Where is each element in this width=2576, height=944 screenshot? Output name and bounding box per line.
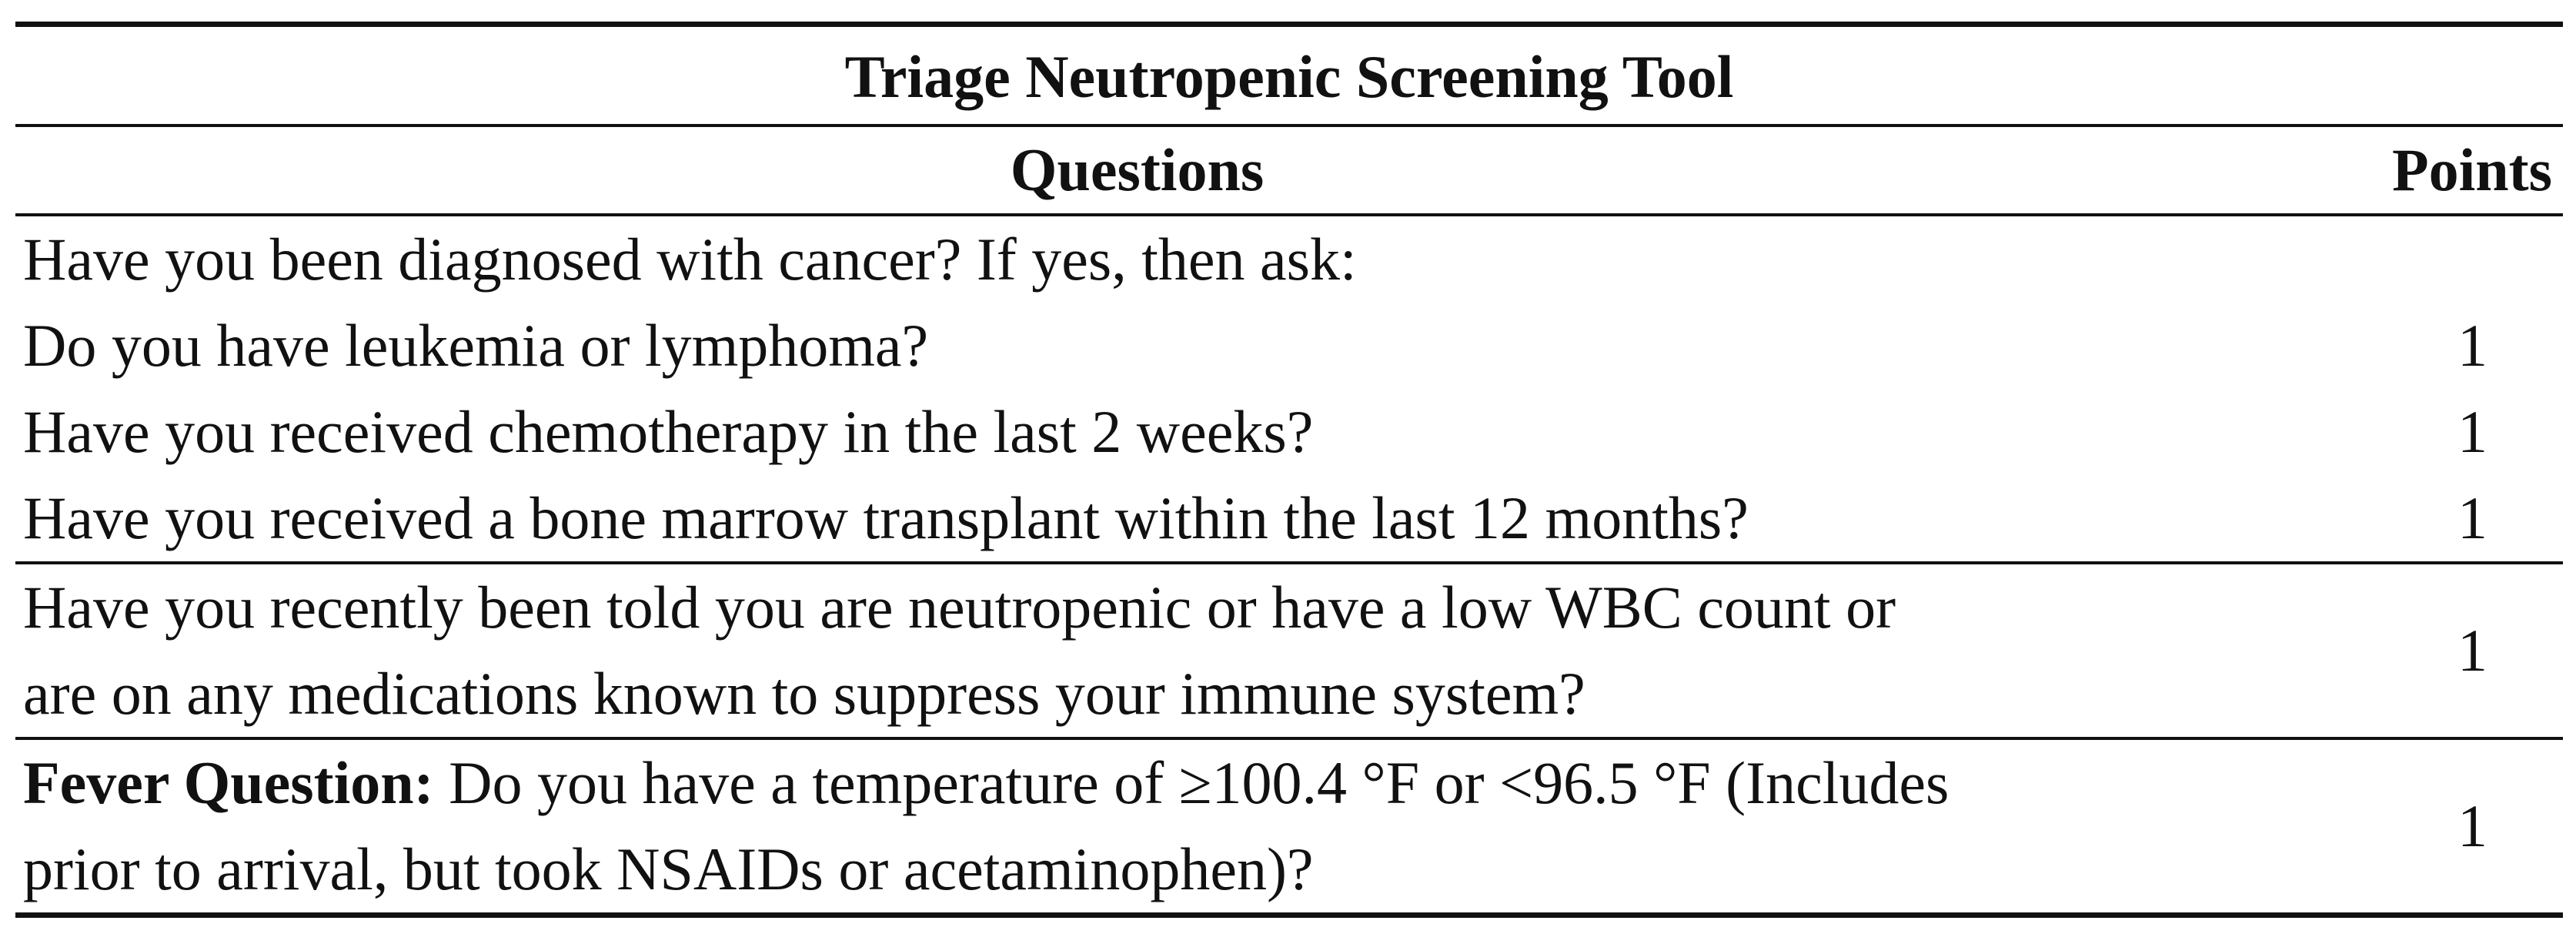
table-row: [15, 215, 2563, 303]
table-title-row: [15, 25, 2563, 126]
question-line: are on any medications known to suppress your immune system?: [23, 660, 1585, 727]
question-cell: [15, 563, 2259, 738]
questions-header: Questions: [15, 126, 2259, 215]
table-title: Triage Neutropenic Screening Tool: [15, 25, 2563, 126]
table-header-row: [15, 126, 2563, 215]
question-line: prior to arrival, but took NSAIDs or acetaminophen)?: [23, 835, 1314, 902]
table-row: [15, 389, 2563, 475]
table-row: [15, 738, 2563, 916]
question-cell: Have you been diagnosed with cancer? If yes, then ask:: [23, 226, 1357, 293]
table-row: [15, 563, 2563, 738]
question-line: [23, 740, 2259, 826]
points-cell: [2259, 215, 2563, 303]
question-line: Have you recently been told you are neutropenic or have a low WBC count or: [23, 574, 1896, 641]
points-cell: 1: [2259, 475, 2563, 563]
points-cell: 1: [2259, 563, 2563, 738]
table-row: [15, 303, 2563, 389]
table-row: [15, 475, 2563, 563]
screening-table: [15, 22, 2563, 918]
question-text: Do you have a temperature of ≥100.4 °F or <96.5 °F (Includes: [433, 749, 1950, 816]
points-cell: 1: [2457, 312, 2487, 379]
question-cell: Do you have leukemia or lymphoma?: [23, 312, 929, 379]
points-cell: 1: [2259, 738, 2563, 916]
question-cell: [15, 738, 2259, 916]
points-cell: 1: [2457, 398, 2487, 465]
points-header: Points: [2259, 126, 2563, 215]
fever-question-label: Fever Question:: [23, 749, 434, 816]
question-cell: Have you received a bone marrow transplant within the last 12 months?: [15, 475, 2259, 563]
question-cell: Have you received chemotherapy in the last 2 weeks?: [23, 398, 1314, 465]
screening-table-container: [15, 22, 2563, 918]
